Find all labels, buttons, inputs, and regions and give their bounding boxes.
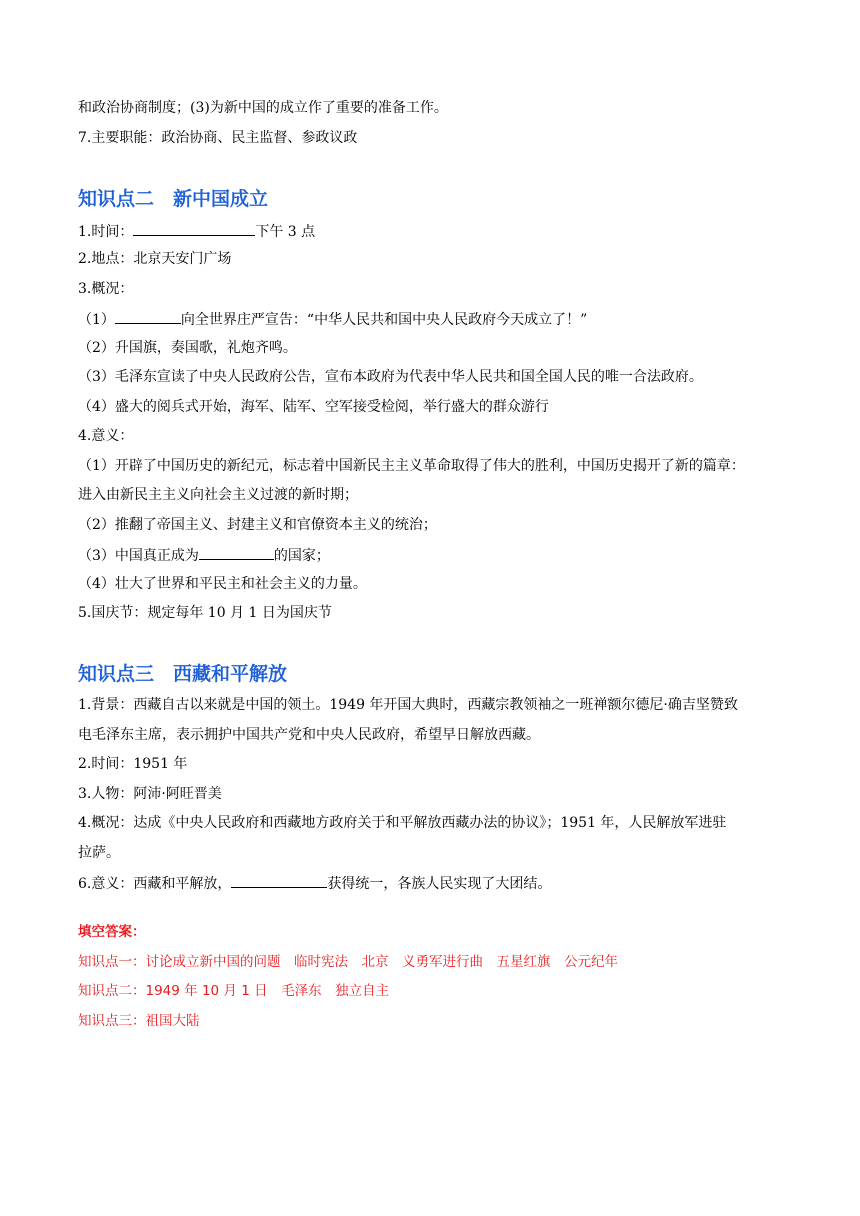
meaning-3-suffix: 的国家；: [273, 548, 330, 564]
time-prefix: 1.时间：: [78, 223, 134, 240]
answer-title: 填空答案：: [78, 924, 146, 940]
section2-overview-2: （2）升国旗，奏国歌，礼炮齐鸣。: [78, 339, 297, 356]
section3-meaning-suffix: 获得统一，各族人民实现了大团结。: [327, 876, 552, 892]
section2-meaning-2: （2）推翻了帝国主义、封建主义和官僚资本主义的统治；: [78, 516, 437, 533]
overview-1-blank: [115, 308, 181, 324]
section1-line-2: 7.主要职能：政治协商、民主监督、参政议政: [78, 129, 358, 146]
overview-1-prefix: （1）: [78, 312, 115, 328]
section2-meaning-4: （4）壮大了世界和平民主和社会主义的力量。: [78, 575, 367, 592]
answer-point-1: 知识点一：讨论成立新中国的问题 临时宪法 北京 义勇军进行曲 五星红旗 公元纪年: [78, 953, 618, 970]
section1-line-1: 和政治协商制度；(3)为新中国的成立作了重要的准备工作。: [78, 100, 448, 116]
answer-point-2: 知识点二：1949 年 10 月 1 日 毛泽东 独立自主: [78, 983, 390, 999]
section3-time: 2.时间：1951 年: [78, 756, 188, 772]
section2-overview-3: （3）毛泽东宣读了中央人民政府公告，宣布本政府为代表中华人民共和国全国人民的唯一合法政府。: [78, 369, 703, 385]
section2-meaning-1b: 进入由新民主主义向社会主义过渡的新时期；: [78, 487, 358, 503]
meaning-3-blank: [199, 544, 274, 560]
section3-person: 3.人物：阿沛·阿旺晋美: [78, 785, 222, 802]
time-blank: [133, 220, 255, 236]
section2-overview-title: 3.概况：: [78, 280, 134, 297]
overview-1-suffix: 向全世界庄严宣告：“中华人民共和国中央人民政府今天成立了！”: [180, 312, 588, 328]
section2-meaning-title: 4.意义：: [78, 428, 134, 444]
section3-background-a: 1.背景：西藏自古以来就是中国的领土。1949 年开国大典时，西藏宗教领袖之一班禅额尔德尼·确吉坚赞致: [78, 697, 738, 713]
time-suffix: 下午 3 点: [255, 223, 316, 240]
section2-time: [78, 220, 784, 240]
answer-point-3: 知识点三：祖国大陆: [78, 1012, 200, 1029]
section3-overview-b: 拉萨。: [78, 844, 120, 861]
section3-meaning-blank: [231, 872, 327, 888]
section2-heading: 知识点二 新中国成立: [78, 187, 269, 210]
section3-meaning: [78, 872, 784, 892]
section2-overview-4: （4）盛大的阅兵式开始，海军、陆军、空军接受检阅，举行盛大的群众游行: [78, 398, 549, 415]
answer-block: [78, 922, 784, 1031]
section2-place: 2.地点：北京天安门广场: [78, 251, 232, 267]
section2-overview-1: [78, 308, 784, 328]
section3-meaning-prefix: 6.意义：西藏和平解放，: [78, 876, 232, 892]
meaning-3-prefix: （3）中国真正成为: [78, 548, 199, 564]
section2-national-day: 5.国庆节：规定每年 10 月 1 日为国庆节: [78, 605, 332, 621]
section2-meaning-3: [78, 544, 784, 564]
section2-meaning-1a: （1）开辟了中国历史的新纪元，标志着中国新民主主义革命取得了伟大的胜利，中国历史揭开了新的篇章：: [78, 457, 745, 474]
section3-overview-a: 4.概况：达成《中央人民政府和西藏地方政府关于和平解放西藏办法的协议》；1951 年，人民解放军进驻: [78, 815, 727, 831]
section3-heading: 知识点三 西藏和平解放: [78, 663, 288, 685]
document-page: [78, 98, 784, 1040]
section3-background-b: 电毛泽东主席，表示拥护中国共产党和中央人民政府，希望早日解放西藏。: [78, 726, 540, 743]
